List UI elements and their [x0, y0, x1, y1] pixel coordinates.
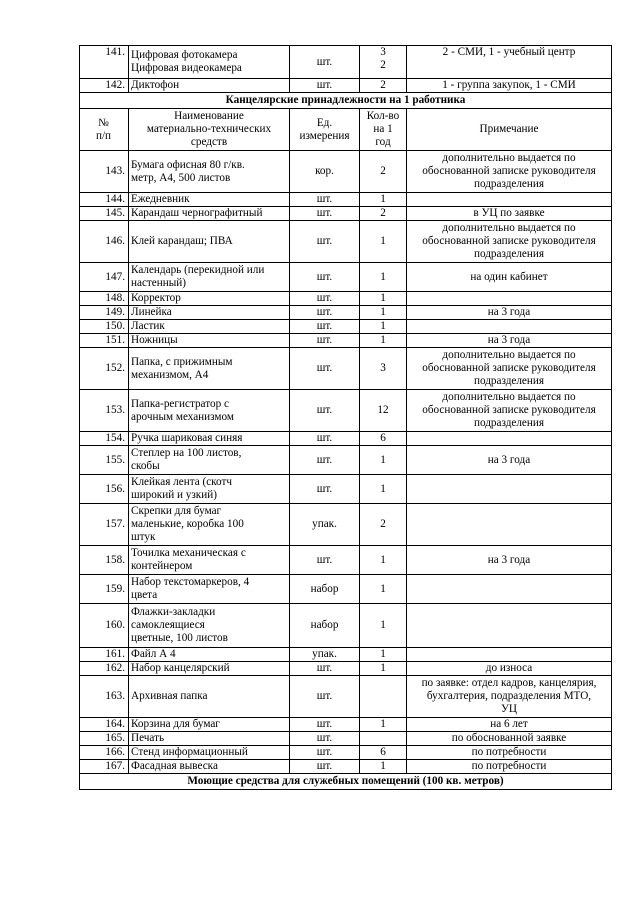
unit-of-measure: шт. [290, 334, 360, 348]
quantity-per-year: 1 [360, 263, 407, 292]
table-row [80, 320, 612, 334]
unit-of-measure: шт. [290, 662, 360, 676]
unit-of-measure: шт. [290, 718, 360, 732]
table-row [80, 760, 612, 774]
table-row [80, 546, 612, 575]
note [407, 648, 612, 662]
row-number: 165. [80, 732, 129, 746]
note: дополнительно выдается по обоснованной записке руководителя подразделения [407, 151, 612, 193]
row-number: 166. [80, 746, 129, 760]
item-name: Бумага офисная 80 г/кв. метр, А4, 500 листов [129, 151, 290, 193]
note: по потребности [407, 760, 612, 774]
row-number: 160. [80, 604, 129, 648]
unit-of-measure: шт. [290, 79, 360, 93]
item-name: Папка, с прижимным механизмом, А4 [129, 348, 290, 390]
quantity-per-year: 1 [360, 475, 407, 504]
table-row [80, 604, 612, 648]
note [407, 432, 612, 446]
row-number: 167. [80, 760, 129, 774]
row-number: 155. [80, 446, 129, 475]
row-number: 148. [80, 292, 129, 306]
note: на 3 года [407, 334, 612, 348]
unit-of-measure: шт. [290, 46, 360, 79]
row-number: 146. [80, 221, 129, 263]
unit-of-measure: упак. [290, 648, 360, 662]
column-header-row [80, 109, 612, 151]
note: на 3 года [407, 306, 612, 320]
row-number: 158. [80, 546, 129, 575]
row-number: 144. [80, 193, 129, 207]
table-row [80, 575, 612, 604]
item-name: Файл А 4 [129, 648, 290, 662]
item-name: Точилка механическая с контейнером [129, 546, 290, 575]
note: на один кабинет [407, 263, 612, 292]
table-row [80, 475, 612, 504]
unit-of-measure: шт. [290, 193, 360, 207]
unit-of-measure: шт. [290, 676, 360, 718]
note: на 3 года [407, 546, 612, 575]
item-name: Корзина для бумаг [129, 718, 290, 732]
quantity-per-year: 1 [360, 648, 407, 662]
item-name: Клей карандаш; ПВА [129, 221, 290, 263]
table-row [80, 648, 612, 662]
note: в УЦ по заявке [407, 207, 612, 221]
column-header-note: Примечание [407, 109, 612, 151]
table-row [80, 292, 612, 306]
quantity-per-year: 1 [360, 662, 407, 676]
note: по заявке: отдел кадров, канцелярия, бухгалтерия, подразделения МТО, УЦ [407, 676, 612, 718]
note [407, 504, 612, 546]
row-number: 151. [80, 334, 129, 348]
table-row [80, 207, 612, 221]
quantity-per-year [360, 676, 407, 718]
quantity-per-year: 6 [360, 432, 407, 446]
item-name: Архивная папка [129, 676, 290, 718]
note: по обоснованной заявке [407, 732, 612, 746]
row-number: 164. [80, 718, 129, 732]
row-number: 149. [80, 306, 129, 320]
note: 2 - СМИ, 1 - учебный центр [407, 46, 612, 79]
unit-of-measure: шт. [290, 207, 360, 221]
table-row [80, 732, 612, 746]
quantity-per-year: 1 [360, 221, 407, 263]
unit-of-measure: кор. [290, 151, 360, 193]
note: на 3 года [407, 446, 612, 475]
item-name: Ластик [129, 320, 290, 334]
item-name: Печать [129, 732, 290, 746]
column-header-quantity: Кол-во на 1 год [360, 109, 407, 151]
table-row [80, 46, 612, 79]
table-row [80, 676, 612, 718]
table-row [80, 79, 612, 93]
unit-of-measure: шт. [290, 546, 360, 575]
row-number: 147. [80, 263, 129, 292]
row-number: 163. [80, 676, 129, 718]
item-name: Календарь (перекидной или настенный) [129, 263, 290, 292]
quantity-per-year: 1 [360, 193, 407, 207]
quantity-per-year: 2 [360, 207, 407, 221]
table-row [80, 504, 612, 546]
unit-of-measure: шт. [290, 760, 360, 774]
unit-of-measure: шт. [290, 475, 360, 504]
item-name: Диктофон [129, 79, 290, 93]
unit-of-measure: шт. [290, 320, 360, 334]
unit-of-measure: шт. [290, 348, 360, 390]
item-name: Скрепки для бумаг маленькие, коробка 100 штук [129, 504, 290, 546]
note: 1 - группа закупок, 1 - СМИ [407, 79, 612, 93]
table-row [80, 263, 612, 292]
unit-of-measure: набор [290, 575, 360, 604]
item-name: Степлер на 100 листов, скобы [129, 446, 290, 475]
item-name: Ручка шариковая синяя [129, 432, 290, 446]
item-name: Корректор [129, 292, 290, 306]
section-header [80, 774, 612, 790]
table-row [80, 662, 612, 676]
item-name: Линейка [129, 306, 290, 320]
note [407, 475, 612, 504]
row-number: 162. [80, 662, 129, 676]
item-name: Стенд информационный [129, 746, 290, 760]
quantity-per-year: 1 [360, 320, 407, 334]
quantity-per-year: 2 [360, 151, 407, 193]
unit-of-measure: шт. [290, 446, 360, 475]
unit-of-measure: шт. [290, 306, 360, 320]
quantity-per-year: 12 [360, 390, 407, 432]
table-row [80, 221, 612, 263]
row-number: 157. [80, 504, 129, 546]
table-row [80, 390, 612, 432]
table-row [80, 446, 612, 475]
row-number: 152. [80, 348, 129, 390]
row-number: 161. [80, 648, 129, 662]
note: дополнительно выдается по обоснованной записке руководителя подразделения [407, 390, 612, 432]
quantity-per-year: 2 [360, 504, 407, 546]
quantity-per-year: 1 [360, 575, 407, 604]
supplies-table [79, 45, 612, 790]
item-name: Клейкая лента (скотч широкий и узкий) [129, 475, 290, 504]
unit-of-measure: шт. [290, 432, 360, 446]
item-name: Набор текстомаркеров, 4 цвета [129, 575, 290, 604]
row-number: 159. [80, 575, 129, 604]
note: до износа [407, 662, 612, 676]
section-title: Канцелярские принадлежности на 1 работника [80, 93, 612, 109]
note: на 6 лет [407, 718, 612, 732]
quantity-per-year: 1 [360, 760, 407, 774]
column-header-number: № п/п [80, 109, 129, 151]
table-row [80, 306, 612, 320]
quantity-per-year: 3 2 [360, 46, 407, 79]
row-number: 145. [80, 207, 129, 221]
table-row [80, 193, 612, 207]
item-name: Папка-регистратор с арочным механизмом [129, 390, 290, 432]
table-row [80, 718, 612, 732]
table-row [80, 432, 612, 446]
document-page [79, 45, 611, 790]
unit-of-measure: шт. [290, 292, 360, 306]
quantity-per-year: 3 [360, 348, 407, 390]
item-name: Фасадная вывеска [129, 760, 290, 774]
unit-of-measure: упак. [290, 504, 360, 546]
item-name: Набор канцелярский [129, 662, 290, 676]
item-name: Ежедневник [129, 193, 290, 207]
unit-of-measure: шт. [290, 732, 360, 746]
note [407, 292, 612, 306]
note: дополнительно выдается по обоснованной записке руководителя подразделения [407, 221, 612, 263]
table-row [80, 348, 612, 390]
row-number: 150. [80, 320, 129, 334]
quantity-per-year: 1 [360, 334, 407, 348]
row-number: 156. [80, 475, 129, 504]
quantity-per-year: 1 [360, 292, 407, 306]
quantity-per-year: 1 [360, 446, 407, 475]
item-name: Карандаш чернографитный [129, 207, 290, 221]
note: дополнительно выдается по обоснованной записке руководителя подразделения [407, 348, 612, 390]
column-header-unit: Ед. измерения [290, 109, 360, 151]
unit-of-measure: шт. [290, 746, 360, 760]
note [407, 575, 612, 604]
quantity-per-year: 1 [360, 546, 407, 575]
note [407, 320, 612, 334]
row-number: 143. [80, 151, 129, 193]
quantity-per-year: 1 [360, 718, 407, 732]
table-row [80, 151, 612, 193]
unit-of-measure: шт. [290, 221, 360, 263]
note [407, 193, 612, 207]
item-name: Ножницы [129, 334, 290, 348]
note [407, 604, 612, 648]
row-number: 141. [80, 46, 129, 79]
row-number: 153. [80, 390, 129, 432]
column-header-name: Наименование материально-технических средств [129, 109, 290, 151]
table-row [80, 746, 612, 760]
quantity-per-year [360, 732, 407, 746]
item-name: Флажки-закладки самоклеящиеся цветные, 100 листов [129, 604, 290, 648]
table-row [80, 334, 612, 348]
quantity-per-year: 2 [360, 79, 407, 93]
item-name: Цифровая фотокамера Цифровая видеокамера [129, 46, 290, 79]
section-title: Моющие средства для служебных помещений (100 кв. метров) [80, 774, 612, 790]
unit-of-measure: шт. [290, 390, 360, 432]
quantity-per-year: 6 [360, 746, 407, 760]
unit-of-measure: набор [290, 604, 360, 648]
row-number: 154. [80, 432, 129, 446]
quantity-per-year: 1 [360, 306, 407, 320]
note: по потребности [407, 746, 612, 760]
section-header [80, 93, 612, 109]
row-number: 142. [80, 79, 129, 93]
quantity-per-year: 1 [360, 604, 407, 648]
unit-of-measure: шт. [290, 263, 360, 292]
